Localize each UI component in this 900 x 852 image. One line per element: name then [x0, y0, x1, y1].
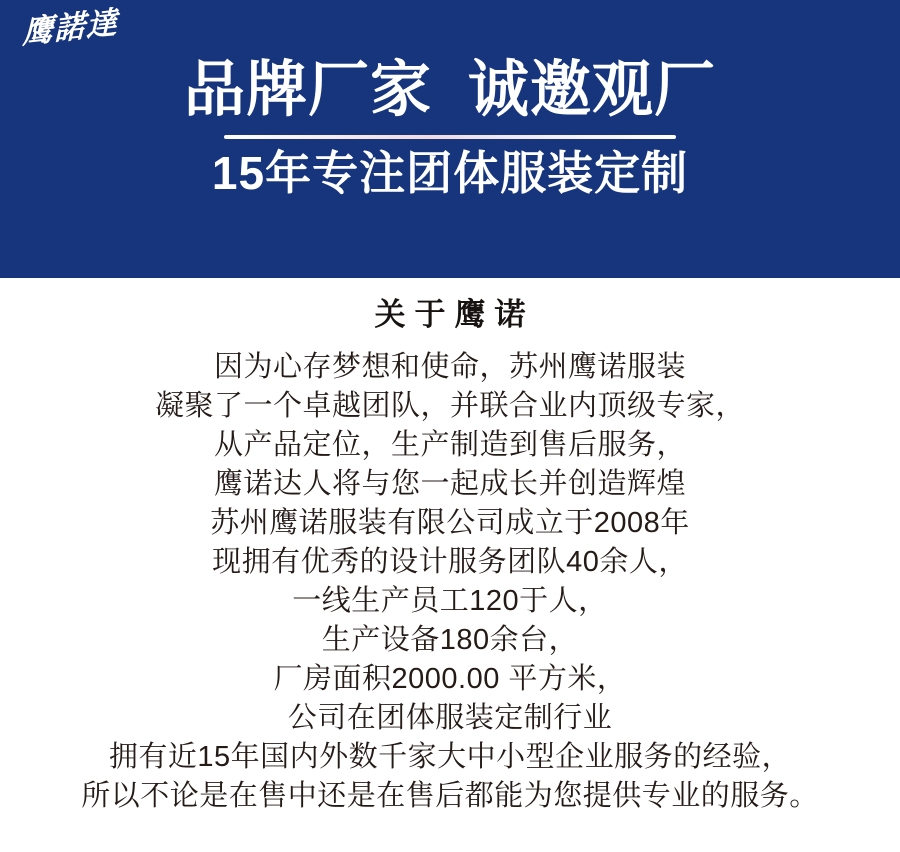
about-body — [0, 348, 900, 816]
about-line: 生产设备180余台， — [321, 624, 579, 656]
about-section — [0, 278, 900, 816]
about-line: 公司在团体服装定制行业 — [287, 702, 613, 734]
about-line: 鹰诺达人将与您一起成长并创造辉煌 — [213, 468, 686, 500]
about-line: 从产品定位，生产制造到售后服务， — [213, 429, 686, 461]
about-line: 现拥有优秀的设计服务团队40余人， — [212, 546, 688, 578]
about-line: 一线生产员工120于人， — [292, 585, 608, 617]
about-line: 苏州鹰诺服装有限公司成立于2008年 — [210, 507, 690, 539]
about-line: 所以不论是在售中还是在售后都能为您提供专业的服务。 — [81, 780, 819, 812]
banner-subtitle: 15年专注团体服装定制 — [211, 146, 689, 199]
title-divider — [224, 135, 676, 139]
about-line: 拥有近15年国内外数千家大中小型企业服务的经验， — [108, 741, 792, 773]
hero-banner — [0, 0, 900, 278]
banner-title: 品牌厂家 诚邀观厂 — [184, 55, 716, 123]
about-line: 因为心存梦想和使命，苏州鹰诺服装 — [213, 351, 686, 383]
about-line: 厂房面积2000.00 平方米， — [273, 663, 627, 695]
brand-logo-text: 鹰諾達 — [22, 4, 118, 51]
about-line: 凝聚了一个卓越团队，并联合业内顶级专家， — [154, 390, 745, 422]
about-heading: 关于鹰诺 — [374, 297, 535, 332]
